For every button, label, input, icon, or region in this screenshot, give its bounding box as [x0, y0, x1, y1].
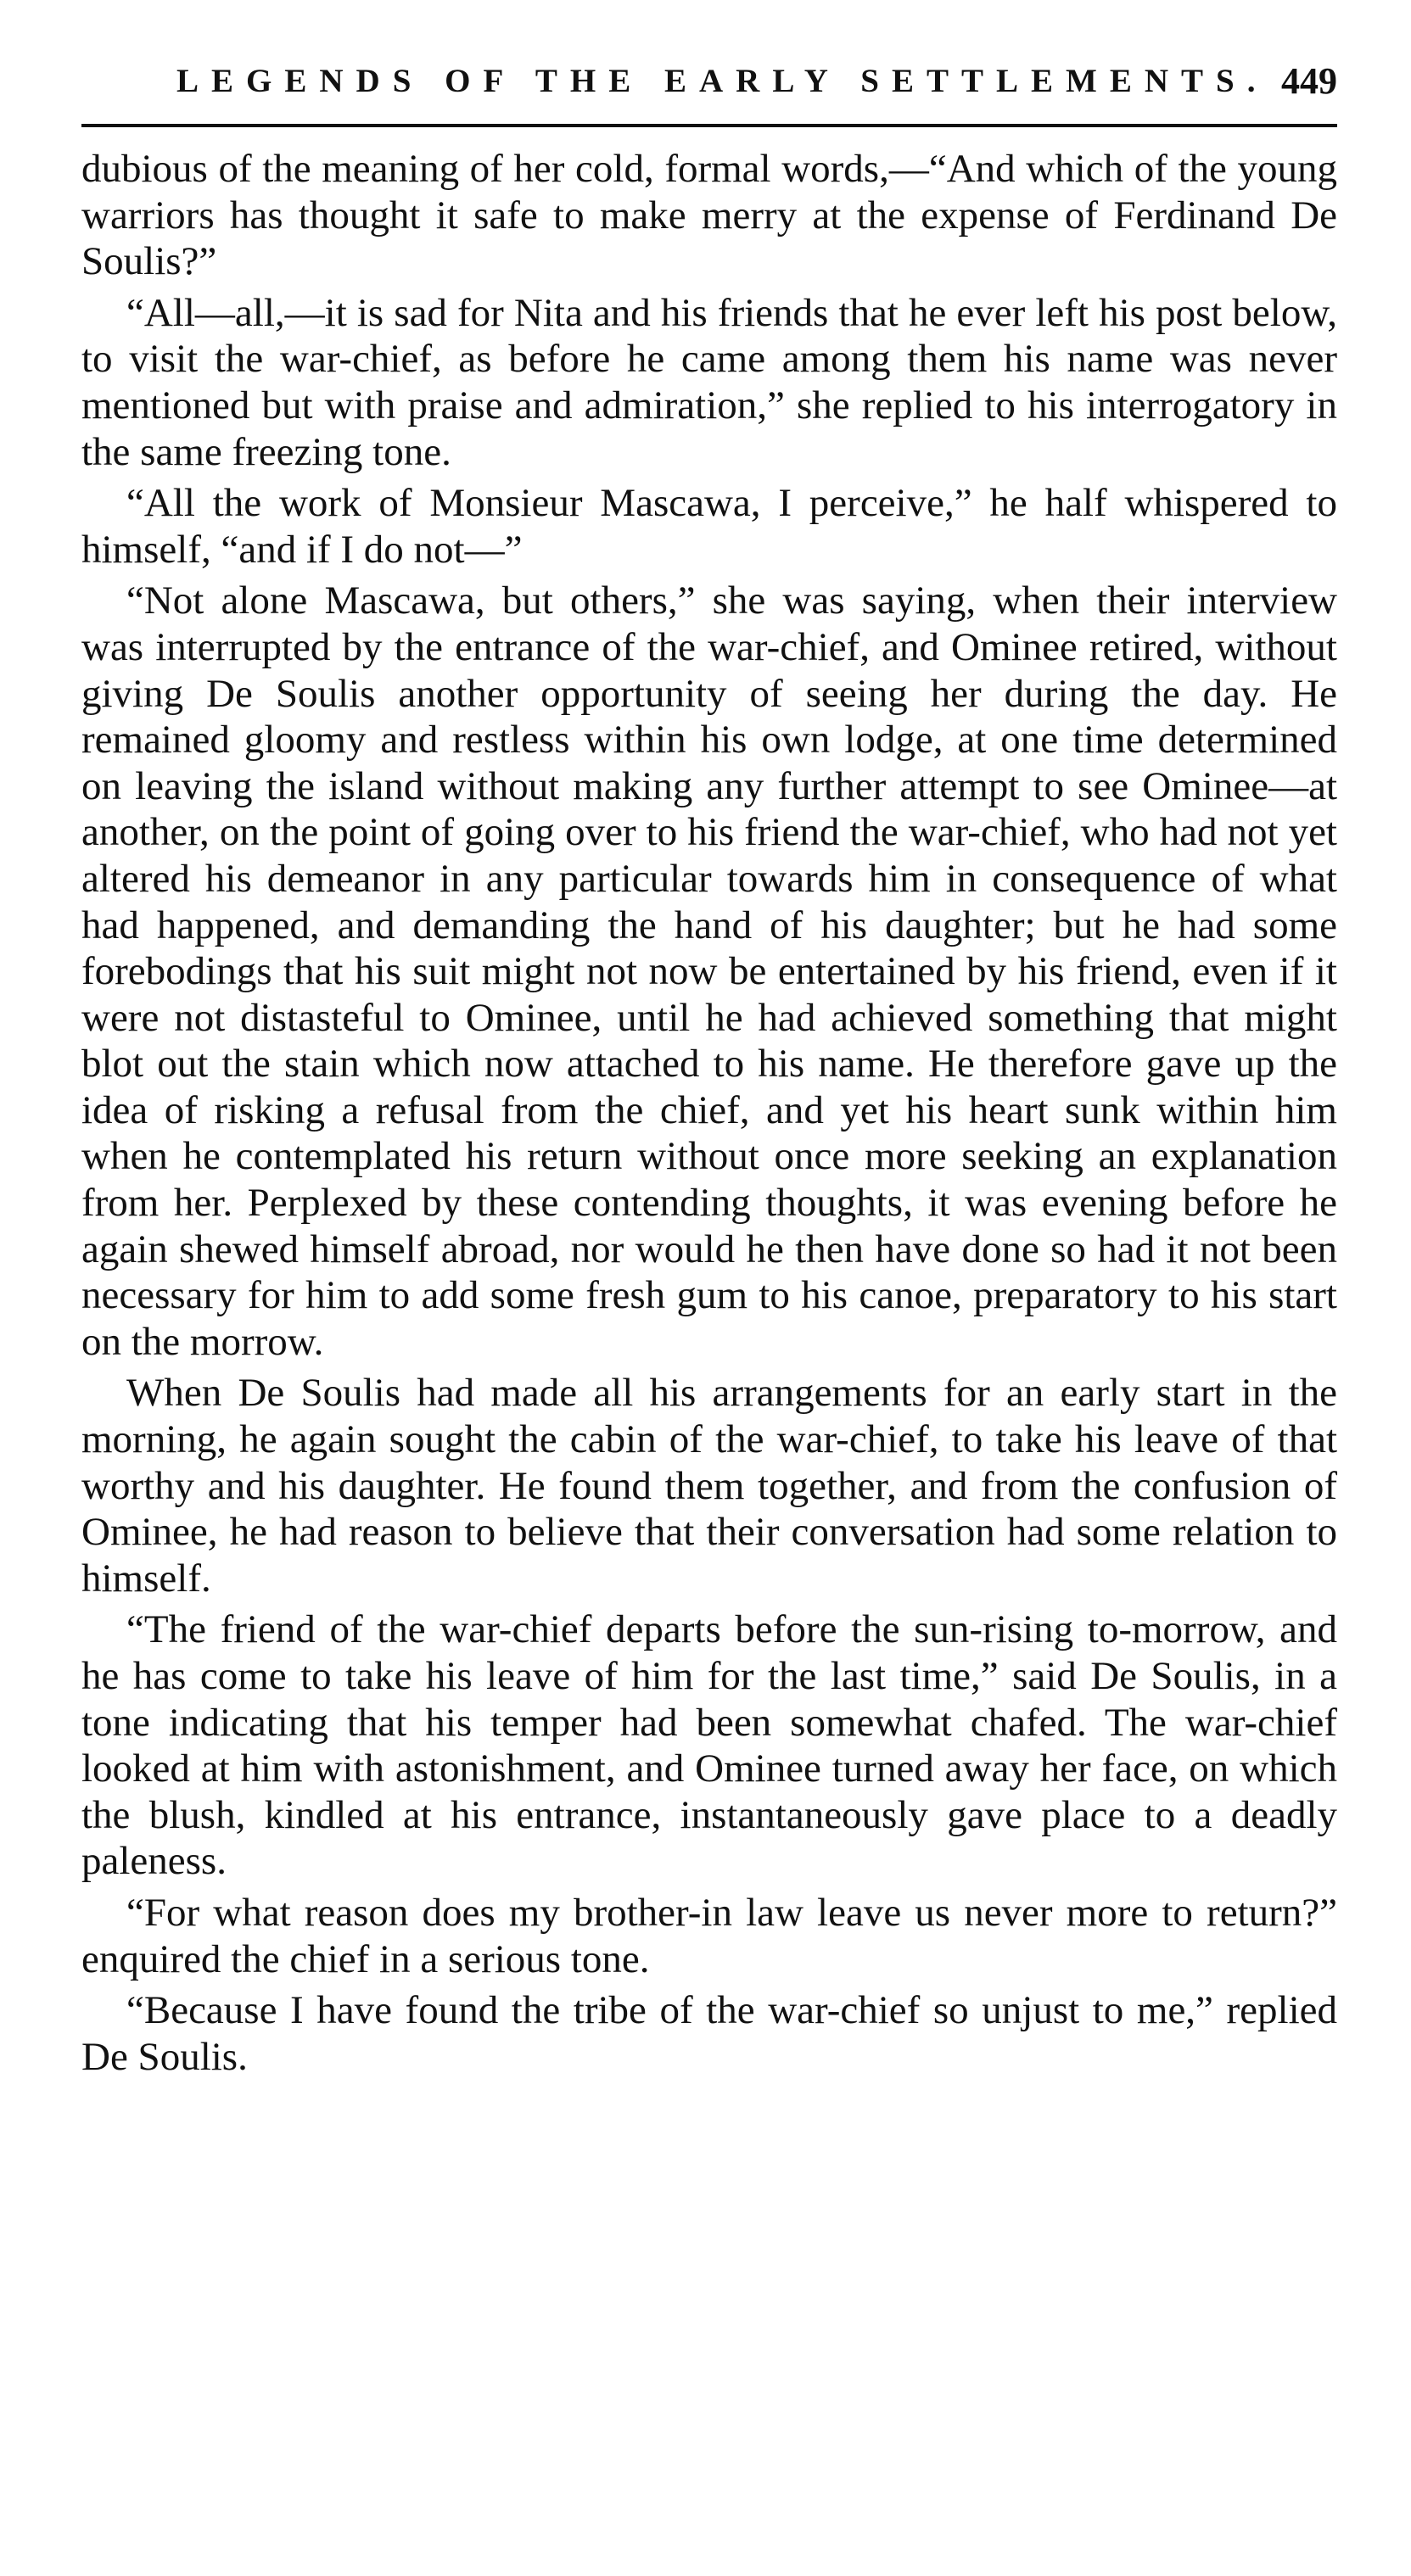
- paragraph-8: “Because I have found the tribe of the war-chief so unjust to me,” replied De Soulis.: [81, 1988, 1337, 2079]
- paragraph-1: dubious of the meaning of her cold, formal words,—“And which of the young warriors has thought it safe to make merry at the expense of Ferdinand De Soulis?”: [81, 147, 1337, 284]
- paragraph-4: “Not alone Mascawa, but others,” she was saying, when their interview was interrupted by the entrance of the war-chief, and Ominee retired, without giving De Soulis another opportunity of seeing her during the day. He remained gloomy and restless within his own lodge, at one time determined on leaving the island without making any further attempt to see Ominee—at another, on the point of going over to his friend the war-chief, who had not yet altered his demeanor in any particular towards him in consequence of what had happened, and demanding the hand of his daughter; but he had some forebodings that his suit might not now be entertained by his friend, even if it were not distasteful to Ominee, until he had achieved something that might blot out the stain which now attached to his name. He therefore gave up the idea of risking a refusal from the chief, and yet his heart sunk within him when he contemplated his return without once more seeking an explanation from her. Perplexed by these contending thoughts, it was evening before he again shewed himself abroad, nor would he then have done so had it not been necessary for him to add some fresh gum to his canoe, preparatory to his start on the morrow.: [81, 578, 1337, 1364]
- paragraph-7: “For what reason does my brother-in law leave us never more to return?” enquired the chief in a serious tone.: [81, 1890, 1337, 1981]
- paragraph-3: “All the work of Monsieur Mascawa, I perceive,” he half whispered to himself, “and if I do not—”: [81, 481, 1337, 572]
- body-text: [81, 146, 1337, 2080]
- running-head: [81, 59, 1337, 124]
- page-number: 449: [1281, 60, 1337, 102]
- paragraph-5: When De Soulis had made all his arrangements for an early start in the morning, he again sought the cabin of the war-chief, to take his leave of that worthy and his daughter. He found them together, and from the confusion of Ominee, he had reason to believe that their conversation had some relation to himself.: [81, 1371, 1337, 1601]
- paragraph-6: “The friend of the war-chief departs before the sun-rising to-morrow, and he has come to take his leave of him for the last time,” said De Soulis, in a tone indicating that his temper had been somewhat chafed. The war-chief looked at him with astonishment, and Ominee turned away her face, on which the blush, kindled at his entrance, instantaneously gave place to a deadly paleness.: [81, 1607, 1337, 1884]
- paragraph-2: “All—all,—it is sad for Nita and his friends that he ever left his post below, to visit the war-chief, as before he came among them his name was never mentioned but with praise and admiration,” she replied to his interrogatory in the same freezing tone.: [81, 290, 1337, 474]
- running-title: LEGENDS OF THE EARLY SETTLEMENTS.: [176, 63, 1268, 99]
- header-rule: [81, 124, 1337, 127]
- book-page: [81, 59, 1337, 2085]
